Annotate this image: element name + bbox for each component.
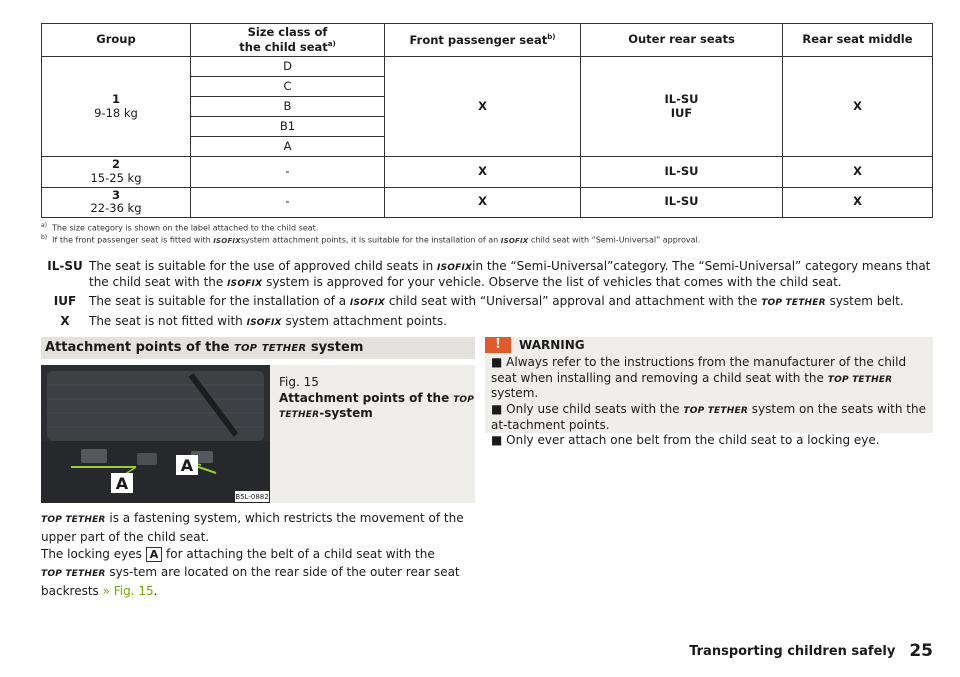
group1-cell: [42, 57, 191, 157]
desc-il-su: [89, 258, 933, 290]
group3-front: X: [385, 187, 581, 218]
bullet-icon: ■: [491, 355, 503, 369]
warning-header: [485, 337, 933, 353]
group3-weight: 22-36 kg: [90, 201, 142, 216]
paragraph-2: [41, 545, 475, 600]
top-tether-logo: TOP TETHER: [41, 569, 106, 579]
rear-seat-photo: [41, 365, 270, 503]
warning-title: WARNING: [519, 338, 585, 352]
table-row: [42, 187, 933, 218]
header-outer-rear: Outer rear seats: [581, 24, 783, 57]
desc-iuf: [89, 293, 933, 309]
footnote-b-mark: b): [41, 234, 48, 241]
footnote-a-mark: a): [41, 222, 48, 229]
group3-cell: [42, 187, 191, 218]
group1-middle: X: [783, 57, 933, 157]
header-size-class-line1: Size class of: [247, 25, 328, 40]
size-class-cell: A: [191, 137, 385, 157]
section-title-pre: Attachment points of the: [45, 340, 230, 355]
list-item: [491, 355, 927, 402]
paragraph-2-a: The locking eyes: [41, 547, 142, 561]
header-rear-middle: Rear seat middle: [783, 24, 933, 57]
paragraph-2-b: for attaching the belt of a child seat with the: [166, 547, 435, 561]
top-tether-logo: TOP TETHER: [761, 298, 826, 309]
paragraph-1: [41, 509, 475, 546]
photo-label-a-left: A: [115, 474, 129, 493]
term-iuf: IUF: [53, 294, 77, 309]
paragraph-1-text: is a fastening system, which restricts the movement of the upper part of the child seat.: [41, 511, 464, 544]
desc-text: The seat is suitable for the use of approved child seats in: [89, 259, 434, 273]
figure-caption: [279, 375, 474, 422]
bullet-icon: ■: [491, 433, 503, 448]
header-size-class-line2: the child seat: [239, 39, 328, 54]
isofix-logo: ISOFIX: [227, 279, 263, 290]
warning-icon: !: [485, 337, 511, 353]
group1-outer-line1: IL-SU: [664, 91, 699, 106]
top-tether-logo: TOP TETHER: [41, 515, 106, 525]
group1-weight: 9-18 kg: [94, 105, 138, 120]
tether-logo: TETHER: [279, 410, 320, 421]
list-item: [491, 433, 927, 449]
table-row: [42, 57, 933, 77]
footnote-ref-b: b): [547, 32, 556, 41]
desc-text: system belt.: [829, 294, 904, 309]
child-seat-table: [41, 23, 933, 218]
footnote-b-mid: system attachment points, it is suitable for the installation of an: [240, 235, 499, 245]
desc-text: The seat is suitable for the installation of a: [89, 294, 347, 309]
footnote-b-pre: If the front passenger seat is fitted with: [52, 235, 211, 245]
term-x: X: [60, 313, 70, 328]
group2-front: X: [385, 157, 581, 188]
desc-x: [89, 313, 933, 329]
figure-title-post: -system: [319, 406, 373, 421]
table-row: [42, 157, 933, 188]
warning-box: [485, 337, 933, 448]
figure-link[interactable]: » Fig. 15: [102, 583, 154, 598]
chapter-title: Transporting children safely: [689, 643, 896, 659]
desc-text: child seat with “Universal” approval and attachment with the: [388, 294, 758, 309]
footnote-ref-a: a): [327, 39, 336, 48]
header-group: Group: [42, 24, 191, 57]
desc-text: The seat is not fitted with: [89, 313, 243, 328]
definitions-list: [41, 258, 933, 332]
table-header-row: [42, 24, 933, 57]
group2-number: 2: [111, 157, 120, 171]
warning-list: [485, 355, 933, 449]
size-class-cell: B1: [191, 117, 385, 137]
group1-outer-line2: IUF: [670, 105, 693, 120]
figure-number: Fig. 15: [279, 375, 319, 389]
group3-size: -: [191, 187, 385, 218]
group2-weight: 15-25 kg: [90, 170, 142, 185]
photo-code: B5L-0882: [235, 493, 269, 501]
warning-text: Only use child seats with the: [506, 401, 680, 416]
page-number: 25: [909, 641, 933, 661]
locking-eye-ref: A: [146, 547, 163, 562]
section-title: [41, 337, 475, 359]
warning-text: Only ever attach one belt from the child seat to a locking eye.: [506, 433, 880, 448]
group1-number: 1: [111, 91, 120, 106]
term-il-su: IL-SU: [47, 259, 83, 273]
definition-x: [41, 313, 933, 329]
header-front-passenger: [385, 24, 581, 57]
footnote-b: [41, 234, 700, 245]
group1-outer: [581, 57, 783, 157]
isofix-logo: ISOFIX: [437, 263, 473, 273]
list-item: [491, 402, 927, 433]
size-class-cell: C: [191, 77, 385, 97]
group1-front: X: [385, 57, 581, 157]
section-title-post: system: [310, 340, 364, 355]
header-size-class: [191, 24, 385, 57]
isofix-logo: ISOFIX: [500, 236, 529, 245]
figure-title-pre: Attachment points of the: [279, 390, 450, 405]
group2-middle: X: [783, 157, 933, 188]
isofix-logo: ISOFIX: [246, 317, 282, 328]
top-logo: TOP: [233, 343, 258, 354]
size-class-cell: D: [191, 57, 385, 77]
group3-number: 3: [111, 187, 120, 202]
warning-text: system.: [491, 386, 539, 401]
paragraph-2-end: .: [153, 583, 158, 598]
top-logo: TOP: [453, 394, 475, 405]
page-footer: [689, 641, 933, 661]
desc-text: system attachment points.: [285, 313, 447, 328]
top-tether-logo: TOP TETHER: [683, 405, 748, 416]
paragraph-2-c: sys-tem are located on the rear side of the outer rear seat backrests: [41, 565, 460, 598]
top-tether-logo: TOP TETHER: [827, 374, 893, 385]
group2-size: -: [191, 157, 385, 188]
bullet-icon: ■: [491, 401, 503, 416]
footnote-a-text: The size category is shown on the label attached to the child seat.: [52, 223, 319, 233]
group3-middle: X: [783, 187, 933, 218]
definition-iuf: [41, 293, 933, 309]
footnote-b-post: child seat with “Semi-Universal” approval.: [530, 235, 701, 245]
warning-text: system on the seats with the at-tachment points.: [491, 401, 926, 432]
tether-logo: TETHER: [261, 343, 307, 354]
warning-text: Always refer to the instructions from the manufacturer of the child seat when installing and removing a child seat with the: [491, 355, 907, 385]
group2-cell: [42, 157, 191, 188]
desc-text: system is approved for your vehicle. Observe the list of vehicles that comes with the child seat.: [266, 275, 842, 290]
size-class-cell: B: [191, 97, 385, 117]
group2-outer: IL-SU: [581, 157, 783, 188]
figure-box: [41, 365, 475, 503]
header-front-text: Front passenger seat: [409, 32, 548, 47]
desc-text: in the “Semi-Universal”category. The “Semi-Universal” category means that the child seat with the: [89, 259, 931, 290]
isofix-logo: ISOFIX: [349, 298, 386, 309]
group3-outer: IL-SU: [581, 187, 783, 218]
photo-label-a-right: A: [180, 456, 194, 475]
definition-il-su: [41, 258, 933, 290]
footnote-a: [41, 222, 318, 233]
isofix-logo: ISOFIX: [213, 236, 241, 245]
